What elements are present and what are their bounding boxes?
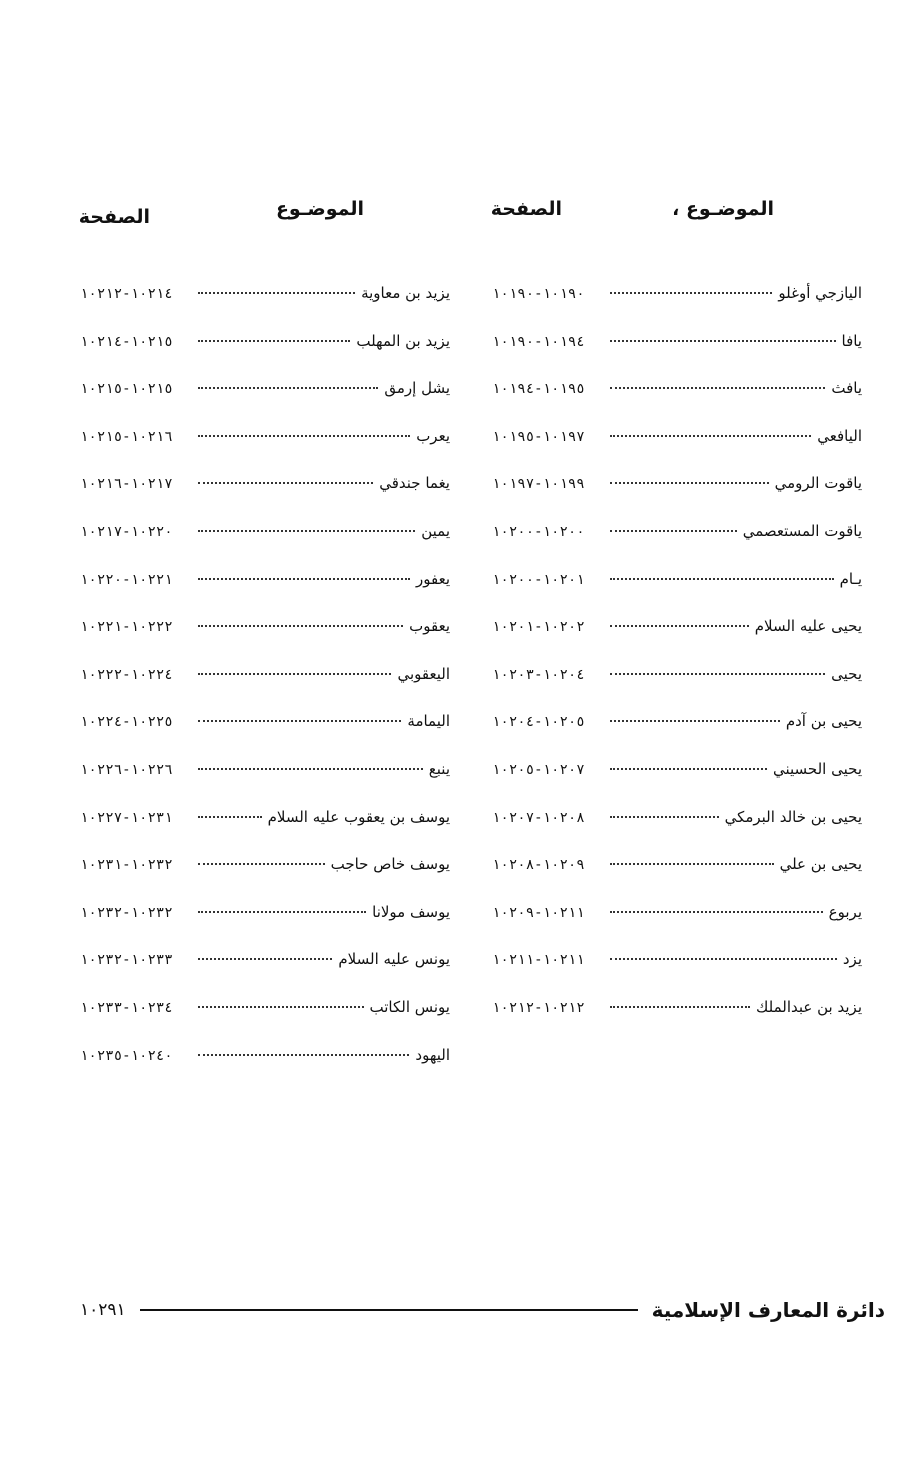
index-entry: [492, 950, 862, 998]
entry-topic: اليافعي: [817, 426, 862, 445]
entry-topic: يافث: [831, 379, 862, 398]
entry-topic: يزيد بن معاوية: [361, 284, 450, 302]
dot-leader: [610, 957, 837, 960]
entry-topic: يمين: [421, 521, 450, 540]
page-footer: [80, 1290, 885, 1330]
index-entry: [492, 522, 862, 570]
entry-pages: ١٠٢٢٥-١٠٢٢٤: [80, 714, 173, 731]
entry-pages: ١٠٢٢٦-١٠٢٢٦: [80, 761, 173, 778]
dot-leader: [610, 815, 719, 818]
entry-topic: اليهود: [415, 1045, 450, 1064]
entry-topic: يحيى الحسيني: [772, 759, 862, 778]
index-entry: [80, 617, 450, 665]
index-entry: [80, 1046, 450, 1094]
index-column-right: [490, 192, 862, 1016]
entry-pages: ١٠٢٠٠-١٠٢٠٠: [492, 523, 585, 540]
index-entry: [492, 284, 862, 332]
dot-leader: [610, 339, 836, 342]
entry-topic: اليعقوبي: [397, 664, 450, 683]
entry-pages: ١٠٢٣٣-١٠٢٣٢: [80, 952, 173, 969]
index-entry: [80, 998, 450, 1046]
entry-pages: ١٠٢٠٥-١٠٢٠٤: [492, 714, 585, 731]
index-entry: [492, 808, 862, 856]
entry-pages: ١٠٢١٤-١٠٢١٢: [80, 286, 173, 302]
entry-pages: ١٠٢١١-١٠٢١١: [492, 952, 585, 969]
index-list-left: [80, 284, 450, 1093]
entry-topic: يغما جندقي: [379, 474, 450, 493]
index-entry: [80, 855, 450, 903]
dot-leader: [198, 339, 350, 342]
index-entry: [492, 332, 862, 380]
entry-pages: ١٠٢٠٧-١٠٢٠٥: [492, 761, 585, 778]
dot-leader: [198, 1053, 409, 1056]
dot-leader: [610, 481, 769, 484]
index-entry: [492, 427, 862, 475]
dot-leader: [610, 672, 825, 675]
dot-leader: [610, 291, 772, 294]
dot-leader: [198, 529, 415, 532]
entry-pages: ١٠٢٤٠-١٠٢٣٥: [80, 1047, 173, 1064]
entry-topic: يوسف بن يعقوب عليه السلام: [267, 807, 450, 826]
entry-pages: ١٠٢١٥-١٠٢١٤: [80, 333, 173, 350]
header-topic: الموضـوع ،: [672, 198, 774, 220]
index-entry: [80, 332, 450, 380]
index-column-left: [78, 192, 450, 1064]
index-entry: [80, 522, 450, 570]
entry-pages: ١٠٢٠٩-١٠٢٠٨: [492, 857, 585, 874]
entry-topic: اليمامة: [407, 712, 450, 731]
index-entry: [80, 570, 450, 618]
entry-pages: ١٠٢١٦-١٠٢١٥: [80, 428, 173, 445]
entry-pages: ١٠٢٢٤-١٠٢٢٢: [80, 666, 173, 683]
entry-pages: ١٠١٩٩-١٠١٩٧: [492, 476, 585, 493]
header-topic: الموضـوع: [275, 198, 364, 220]
entry-topic: يحيى: [831, 664, 862, 683]
header-page: الصفحة: [490, 198, 562, 220]
dot-leader: [610, 434, 811, 437]
entry-pages: ١٠٢٢٠-١٠٢١٧: [80, 523, 173, 540]
index-entry: [492, 903, 862, 951]
entry-topic: يوسف خاص حاجب: [330, 855, 450, 874]
dot-leader: [198, 957, 332, 960]
dot-leader: [198, 910, 366, 913]
index-entry: [80, 950, 450, 998]
dot-leader: [198, 719, 401, 722]
entry-topic: ينبع: [428, 759, 450, 778]
dot-leader: [198, 767, 423, 770]
entry-topic: يوسف مولانا: [372, 902, 450, 921]
entry-topic: يعقوب: [409, 617, 450, 636]
entry-topic: يزيد بن عبدالملك: [756, 997, 862, 1016]
dot-leader: [198, 624, 403, 627]
header-page: الصفحة: [78, 206, 150, 228]
dot-leader: [198, 577, 410, 580]
entry-topic: يـام: [839, 569, 862, 588]
dot-leader: [198, 1005, 364, 1008]
index-entry: [80, 284, 450, 332]
index-entry: [80, 379, 450, 427]
entry-topic: ياقوت الرومي: [774, 474, 862, 493]
entry-topic: اليازجي أوغلو: [778, 284, 862, 302]
entry-pages: ١٠٢٠١-١٠٢٠٠: [492, 571, 585, 588]
entry-pages: ١٠٢٢٢-١٠٢٢١: [80, 619, 173, 636]
dot-leader: [198, 481, 373, 484]
dot-leader: [610, 767, 767, 770]
dot-leader: [610, 386, 825, 389]
index-entry: [80, 760, 450, 808]
index-entry: [492, 855, 862, 903]
entry-topic: يعفور: [416, 569, 450, 588]
dot-leader: [610, 577, 834, 580]
index-entry: [492, 665, 862, 713]
index-entry: [80, 474, 450, 522]
book-title: دائرة المعارف الإسلامية: [651, 1298, 885, 1322]
dot-leader: [198, 291, 355, 294]
dot-leader: [198, 862, 325, 865]
index-entry: [80, 808, 450, 856]
column-header-left: [80, 192, 450, 242]
entry-topic: يربوع: [828, 902, 862, 921]
entry-topic: يزيد بن المهلب: [356, 331, 450, 350]
entry-topic: يحيى بن آدم: [785, 712, 862, 731]
dot-leader: [610, 1005, 750, 1008]
entry-topic: يحيى عليه السلام: [754, 617, 862, 636]
dot-leader: [610, 910, 823, 913]
index-entry: [80, 665, 450, 713]
entry-pages: ١٠٢٣٤-١٠٢٣٣: [80, 999, 173, 1016]
entry-pages: ١٠٢٣٢-١٠٢٣١: [80, 857, 173, 874]
entry-pages: ١٠٢١٥-١٠٢١٥: [80, 381, 173, 398]
index-entry: [492, 712, 862, 760]
entry-pages: ١٠٢٠٢-١٠٢٠١: [492, 619, 585, 636]
index-entry: [80, 427, 450, 475]
entry-topic: يونس عليه السلام: [338, 950, 450, 969]
entry-topic: يحيى بن خالد البرمكي: [724, 807, 862, 826]
dot-leader: [198, 815, 262, 818]
entry-topic: يشل إرمق: [384, 379, 450, 398]
footer-rule: [140, 1309, 638, 1311]
entry-pages: ١٠٢١٢-١٠٢١٢: [492, 999, 585, 1016]
entry-pages: ١٠٢٠٨-١٠٢٠٧: [492, 809, 585, 826]
entry-pages: ١٠٢٢١-١٠٢٢٠: [80, 571, 173, 588]
entry-topic: يافا: [841, 331, 862, 350]
dot-leader: [610, 862, 774, 865]
index-list-right: [492, 284, 862, 1046]
entry-pages: ١٠١٩٥-١٠١٩٤: [492, 381, 585, 398]
index-entry: [492, 379, 862, 427]
dot-leader: [610, 719, 780, 722]
index-entry: [80, 903, 450, 951]
dot-leader: [610, 529, 737, 532]
entry-pages: ١٠٢٣١-١٠٢٢٧: [80, 809, 173, 826]
entry-topic: ياقوت المستعصمي: [742, 521, 862, 540]
entry-topic: يعرب: [416, 426, 450, 445]
entry-topic: يحيى بن علي: [779, 855, 862, 874]
entry-pages: ١٠٢٠٤-١٠٢٠٣: [492, 666, 585, 683]
dot-leader: [198, 672, 391, 675]
page-number: ١٠٢٩١: [80, 1300, 126, 1320]
entry-topic: يزد: [842, 950, 862, 969]
dot-leader: [198, 386, 378, 389]
dot-leader: [610, 624, 749, 627]
entry-pages: ١٠٢١٧-١٠٢١٦: [80, 476, 173, 493]
index-entry: [492, 570, 862, 618]
entry-pages: ١٠١٩٤-١٠١٩٠: [492, 333, 585, 350]
index-entry: [80, 712, 450, 760]
entry-topic: يونس الكاتب: [369, 997, 450, 1016]
entry-pages: ١٠١٩٧-١٠١٩٥: [492, 428, 585, 445]
dot-leader: [198, 434, 410, 437]
entry-pages: ١٠٢١١-١٠٢٠٩: [492, 904, 585, 921]
index-entry: [492, 760, 862, 808]
index-entry: [492, 998, 862, 1046]
entry-pages: ١٠١٩٠-١٠١٩٠: [492, 286, 585, 302]
index-entry: [492, 617, 862, 665]
index-entry: [492, 474, 862, 522]
entry-pages: ١٠٢٣٢-١٠٢٣٢: [80, 904, 173, 921]
column-header-right: [492, 192, 862, 234]
